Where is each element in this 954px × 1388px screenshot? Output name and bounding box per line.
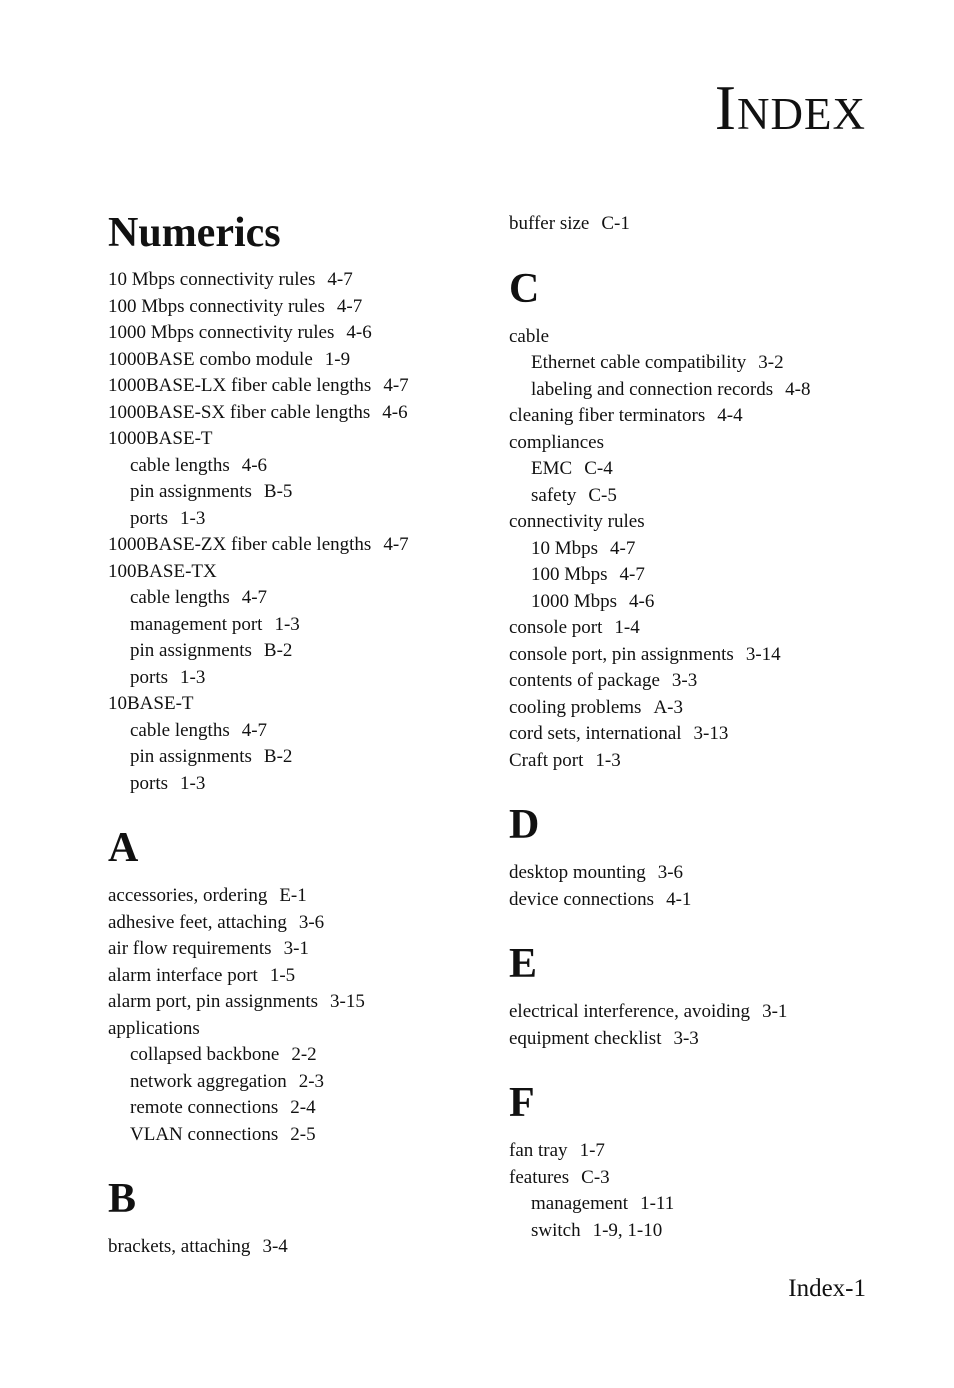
index-term: alarm interface port — [108, 964, 258, 986]
index-entry — [509, 887, 889, 914]
index-term: cable lengths — [130, 454, 230, 476]
index-entry — [509, 1165, 889, 1192]
page-reference: C-1 — [601, 213, 630, 234]
index-entry-list — [108, 1234, 488, 1261]
index-entry — [509, 668, 889, 695]
section-heading: Numerics — [108, 210, 281, 256]
index-entry — [509, 748, 889, 775]
index-column-right — [509, 211, 889, 1244]
page-reference: 1-3 — [180, 772, 206, 794]
index-term: cable lengths — [130, 719, 230, 741]
page-reference: 4-7 — [383, 375, 409, 396]
index-entry — [108, 1234, 488, 1261]
index-term: 10 Mbps — [531, 537, 599, 559]
index-subentry — [108, 585, 488, 612]
index-entry — [108, 936, 488, 963]
page-reference: 2-2 — [291, 1044, 317, 1065]
index-term: electrical interference, avoiding — [509, 1001, 751, 1022]
page-reference: B-2 — [263, 746, 293, 767]
page-reference: 4-6 — [382, 401, 408, 423]
index-term: cable lengths — [130, 587, 230, 608]
index-entry-list — [108, 883, 488, 1148]
page-reference: 3-6 — [657, 862, 684, 883]
index-entry — [108, 426, 488, 453]
index-entry-list — [509, 860, 889, 913]
index-term: switch — [531, 1219, 581, 1241]
index-term: management — [531, 1193, 629, 1214]
index-term: 100 Mbps — [531, 564, 608, 585]
page-reference: 4-7 — [241, 719, 268, 741]
page-reference: C-4 — [584, 458, 613, 479]
index-subentry — [509, 377, 889, 404]
index-entry — [509, 999, 889, 1026]
index-term: management port — [130, 613, 263, 635]
index-term: 10BASE-T — [108, 693, 194, 714]
page-reference: 3-14 — [745, 643, 781, 665]
index-entry-list — [108, 267, 488, 797]
index-entry — [509, 1138, 889, 1165]
index-subentry — [108, 1122, 488, 1149]
index-subentry — [108, 479, 488, 506]
page-reference: 1-9, 1-10 — [592, 1219, 663, 1241]
index-term: cord sets, international — [509, 723, 682, 744]
page-reference: 1-3 — [180, 666, 206, 688]
page-reference: 3-3 — [673, 1027, 699, 1049]
index-term: 100BASE-TX — [108, 560, 217, 582]
index-term: adhesive feet, attaching — [108, 911, 287, 933]
index-term: ports — [130, 507, 168, 529]
index-term: device connections — [509, 888, 655, 910]
index-entry — [509, 509, 889, 536]
index-entry — [108, 559, 488, 586]
index-subentry — [108, 771, 488, 798]
page-reference: B-2 — [263, 640, 293, 661]
index-entry — [108, 320, 488, 347]
index-term: fan tray — [509, 1140, 568, 1161]
index-term: pin assignments — [130, 481, 252, 502]
index-subentry — [108, 718, 488, 745]
index-term: EMC — [531, 458, 573, 479]
index-term: network aggregation — [130, 1070, 287, 1092]
index-term: Ethernet cable compatibility — [531, 352, 747, 373]
page-reference: 4-7 — [383, 534, 409, 555]
index-entry — [108, 400, 488, 427]
index-section — [108, 1178, 488, 1261]
index-term: 1000 Mbps connectivity rules — [108, 322, 335, 343]
index-subentry — [509, 589, 889, 616]
page-reference: 1-3 — [274, 613, 300, 635]
index-subentry — [108, 453, 488, 480]
index-term: 1000BASE combo module — [108, 348, 313, 370]
index-subentry — [108, 612, 488, 639]
page-reference: 3-6 — [298, 911, 325, 933]
index-term: accessories, ordering — [108, 885, 268, 906]
index-subentry — [108, 744, 488, 771]
index-entry — [509, 695, 889, 722]
section-heading: A — [108, 825, 139, 871]
index-term: remote connections — [130, 1097, 279, 1118]
index-entry — [509, 324, 889, 351]
index-term: 1000BASE-LX fiber cable lengths — [108, 375, 372, 396]
index-entry — [509, 430, 889, 457]
index-subentry — [509, 1191, 889, 1218]
page-reference: 1-11 — [640, 1193, 675, 1214]
page-reference: 4-6 — [346, 322, 372, 343]
index-subentry — [509, 350, 889, 377]
index-section — [509, 804, 889, 913]
section-heading: C — [509, 265, 540, 312]
page-reference: 1-3 — [595, 749, 621, 771]
page-reference: 4-7 — [610, 537, 636, 559]
index-entry — [509, 615, 889, 642]
index-entry — [509, 1026, 889, 1053]
index-term: alarm port, pin assignments — [108, 991, 319, 1012]
page-footer: Index-1 — [788, 1275, 866, 1302]
page-reference: E-1 — [279, 885, 307, 906]
index-subentry — [108, 665, 488, 692]
index-entry — [509, 721, 889, 748]
page-reference: B-5 — [263, 481, 293, 502]
page-reference: 1-4 — [614, 617, 640, 638]
page-reference: 4-8 — [785, 378, 811, 400]
index-subentry — [108, 638, 488, 665]
index-entry — [108, 963, 488, 990]
index-column-left — [108, 210, 488, 1261]
page-reference: 1-9 — [324, 348, 351, 370]
page-reference: 4-7 — [241, 587, 268, 608]
section-heading: E — [509, 941, 538, 987]
index-term: VLAN connections — [130, 1123, 279, 1145]
index-term: 1000BASE-T — [108, 428, 213, 449]
index-term: 1000 Mbps — [531, 590, 618, 612]
index-entry-list — [509, 211, 889, 238]
index-term: brackets, attaching — [108, 1236, 251, 1257]
index-subentry — [509, 1218, 889, 1245]
index-term: connectivity rules — [509, 511, 645, 532]
page-reference: 3-1 — [283, 938, 309, 959]
index-term: collapsed backbone — [130, 1044, 280, 1065]
index-entry — [509, 860, 889, 887]
index-section — [509, 943, 889, 1052]
index-term: equipment checklist — [509, 1027, 662, 1049]
index-entry-list — [509, 1138, 889, 1244]
index-section — [509, 265, 889, 775]
section-heading: B — [108, 1176, 137, 1222]
index-term: cleaning fiber terminators — [509, 405, 706, 426]
index-term: console port — [509, 617, 603, 638]
index-entry — [108, 532, 488, 559]
page-reference: 3-13 — [693, 723, 729, 744]
index-section — [108, 827, 488, 1148]
index-entry — [108, 294, 488, 321]
page-reference: 4-6 — [629, 590, 655, 612]
index-term: desktop mounting — [509, 862, 646, 883]
index-term: console port, pin assignments — [509, 643, 734, 665]
index-entry — [509, 642, 889, 669]
index-term: pin assignments — [130, 746, 252, 767]
index-subentry — [509, 483, 889, 510]
index-entry — [509, 211, 889, 238]
section-heading: F — [509, 1080, 535, 1126]
index-term: air flow requirements — [108, 938, 272, 959]
index-term: labeling and connection records — [531, 378, 774, 400]
index-term: cable — [509, 325, 550, 347]
index-subentry — [108, 1069, 488, 1096]
index-section — [509, 211, 889, 238]
index-subentry — [108, 506, 488, 533]
page-reference: 3-4 — [262, 1236, 288, 1257]
page-reference: 3-2 — [758, 352, 784, 373]
page-reference: 4-7 — [336, 295, 363, 317]
index-section — [509, 1082, 889, 1244]
index-term: contents of package — [509, 670, 660, 691]
index-entry — [108, 910, 488, 937]
index-term: 1000BASE-SX fiber cable lengths — [108, 401, 371, 423]
page-reference: 1-7 — [579, 1140, 605, 1161]
index-term: safety — [531, 484, 577, 506]
page-reference: 2-5 — [290, 1123, 316, 1145]
index-subentry — [509, 562, 889, 589]
page-reference: 4-7 — [619, 564, 645, 585]
index-entry — [108, 373, 488, 400]
page-reference: 3-3 — [671, 670, 698, 691]
index-subentry — [108, 1042, 488, 1069]
index-entry — [108, 1016, 488, 1043]
index-entry — [108, 989, 488, 1016]
index-term: ports — [130, 772, 168, 794]
index-term: 100 Mbps connectivity rules — [108, 295, 325, 317]
page-reference: C-3 — [581, 1166, 610, 1188]
index-term: features — [509, 1166, 570, 1188]
page-reference: A-3 — [653, 696, 684, 718]
index-subentry — [509, 536, 889, 563]
index-term: ports — [130, 666, 168, 688]
page-reference: 4-7 — [327, 269, 353, 290]
index-entry — [108, 883, 488, 910]
index-term: 1000BASE-ZX fiber cable lengths — [108, 534, 372, 555]
index-term: compliances — [509, 431, 604, 453]
index-entry — [108, 691, 488, 718]
page-reference: 4-4 — [717, 405, 743, 426]
index-entry — [108, 267, 488, 294]
index-term: buffer size — [509, 213, 590, 234]
page-reference: 4-6 — [241, 454, 268, 476]
index-term: cooling problems — [509, 696, 642, 718]
page-reference: 4-1 — [666, 888, 692, 910]
index-term: Craft port — [509, 749, 584, 771]
index-entry-list — [509, 999, 889, 1052]
page-title: Index — [714, 72, 866, 143]
index-term: pin assignments — [130, 640, 252, 661]
page-reference: 2-4 — [290, 1097, 316, 1118]
page-reference: 2-3 — [298, 1070, 325, 1092]
index-subentry — [509, 456, 889, 483]
page-reference: C-5 — [588, 484, 617, 506]
page-reference: 1-5 — [269, 964, 296, 986]
index-entry-list — [509, 324, 889, 775]
section-heading: D — [509, 802, 540, 848]
index-section — [108, 212, 488, 797]
page-reference: 1-3 — [180, 507, 206, 529]
index-entry — [108, 347, 488, 374]
index-term: applications — [108, 1017, 200, 1039]
index-term: 10 Mbps connectivity rules — [108, 269, 316, 290]
index-subentry — [108, 1095, 488, 1122]
page-reference: 3-1 — [762, 1001, 788, 1022]
index-entry — [509, 403, 889, 430]
page-reference: 3-15 — [330, 991, 365, 1012]
